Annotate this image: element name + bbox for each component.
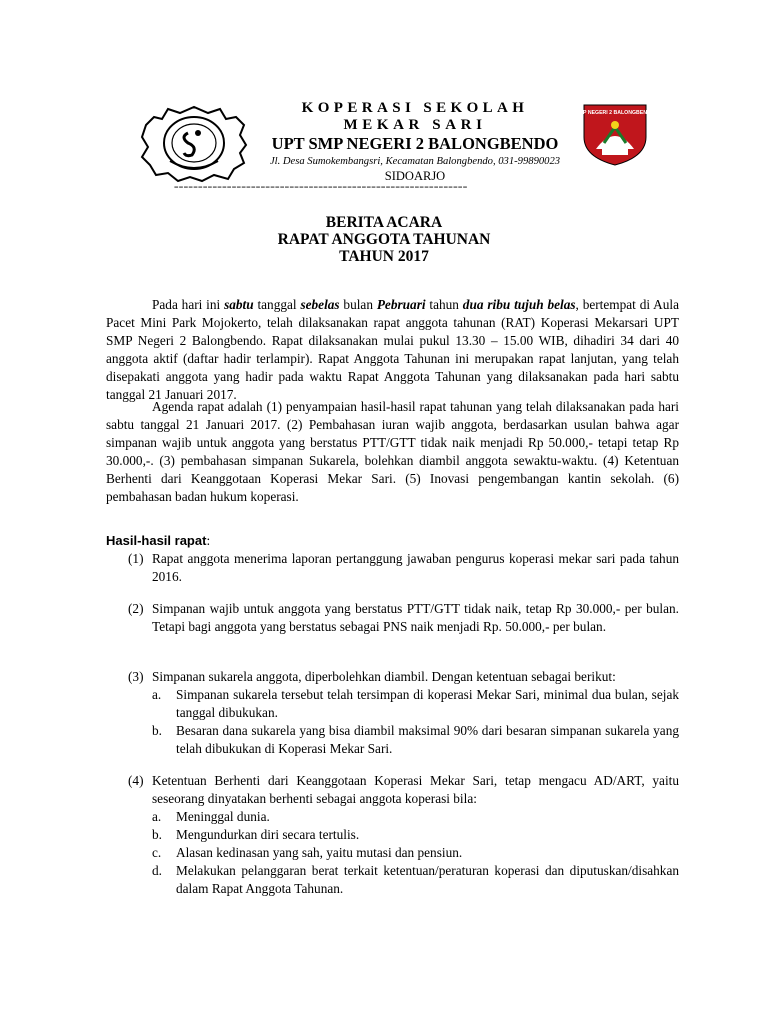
subitem-letter: a. <box>152 687 162 702</box>
subitem-text: Melakukan pelanggaran berat terkait ketentuan/peraturan koperasi dan diputuskan/disahkan dalam Rapat Anggota Tahunan. <box>176 863 679 896</box>
koperasi-logo-icon <box>140 103 248 183</box>
result-item <box>106 772 679 898</box>
title-line3: TAHUN 2017 <box>339 248 429 265</box>
result-item <box>106 668 679 758</box>
result-item-text: Simpanan wajib untuk anggota yang berstatus PTT/GTT tidak naik, tetap Rp 30.000,- per bulan. Tetapi bagi anggota yang berstatus sebagai PNS naik menjadi Rp. 50.000,- per bulan. <box>152 601 679 634</box>
school-name: UPT SMP NEGERI 2 BALONGBENDO <box>271 134 559 153</box>
letterhead-address: Jl. Desa Sumokembangsri, Kecamatan Balongbendo, 031-99890023 <box>269 156 561 167</box>
result-subitem <box>152 826 679 844</box>
letterhead-city: SIDOARJO <box>384 169 446 183</box>
subitem-letter: a. <box>152 809 162 824</box>
result-subitem <box>152 722 679 758</box>
agenda-paragraph: Agenda rapat adalah (1) penyampaian hasil-hasil rapat tahunan yang telah dilaksanakan pada hari sabtu tanggal 21 Januari 2017. (2) Pembahasan iuran wajib anggota, berdasarkan usulan bahwa agar simpanan wajib untuk anggota yang berstatus PTT/GTT tidak naik menjadi Rp 50.000,- tetapi tetap Rp 30.000,-. (3) pembahasan simpanan Sukarela, bolehkan diambil anggota sewaktu-waktu. (4) Ketentuan Berhenti dari Keanggotaan Koperasi Mekar Sari. (5) Inovasi pengembangan kantin sekolah. (6) pembahasan badan hukum koperasi. <box>106 399 679 504</box>
results-heading-colon: : <box>206 533 211 548</box>
school-logo-icon <box>575 103 655 167</box>
subitem-letter: d. <box>152 863 162 878</box>
result-subitem <box>152 808 679 826</box>
result-item-text: Simpanan sukarela anggota, diperbolehkan diambil. Dengan ketentuan sebagai berikut: <box>152 669 616 684</box>
para1-year: dua ribu tujuh belas <box>462 297 576 312</box>
letterhead-divider: ============================================================= <box>174 183 468 192</box>
subitem-text: Mengundurkan diri secara tertulis. <box>176 827 360 842</box>
para1-text: tanggal <box>253 297 301 312</box>
para1-text: , bertempat di Aula Pacet Mini Park Mojokerto, telah dilaksanakan rapat anggota tahunan (RAT) Koperasi Mekarsari UPT SMP Negeri 2 Balongbendo. Rapat dilaksanakan mulai pukul 13.30 – 15.00 WIB, dihadiri 34 dari 40 anggota aktif (daftar hadir terlampir). Rapat Anggota Tahunan ini merupakan rapat lanjutan, yang telah disepakati anggota yang hadir pada waktu Rapat Anggota Tahunan yang dilaksanakan pada hari sabtu tanggal 21 Januari 2017. <box>106 297 679 402</box>
letterhead <box>250 100 580 184</box>
para1-date: sebelas <box>300 297 340 312</box>
result-item <box>106 550 679 586</box>
para1-text: bulan <box>339 297 377 312</box>
subitem-text: Simpanan sukarela tersebut telah tersimpan di koperasi Mekar Sari, minimal dua bulan, sejak tanggal dibukukan. <box>176 687 679 720</box>
title-line2: RAPAT ANGGOTA TAHUNAN <box>277 231 491 248</box>
result-item-number: (4) <box>128 773 144 788</box>
subitem-letter: c. <box>152 845 162 860</box>
subitem-text: Meninggal dunia. <box>176 809 270 824</box>
result-item-number: (1) <box>128 551 144 566</box>
para1-day: sabtu <box>224 297 254 312</box>
subitem-text: Besaran dana sukarela yang bisa diambil maksimal 90% dari besaran simpanan sukarela yang telah dibukukan di Koperasi Mekar Sari. <box>176 723 679 756</box>
result-item-number: (3) <box>128 669 144 684</box>
letterhead-line1: KOPERASI SEKOLAH <box>301 100 529 116</box>
para1-month: Pebruari <box>376 297 426 312</box>
document-title <box>0 214 768 265</box>
result-item-number: (2) <box>128 601 144 616</box>
result-item-text: Rapat anggota menerima laporan pertanggung jawaban pengurus koperasi mekar sari pada tahun 2016. <box>152 551 679 584</box>
result-subitem <box>152 686 679 722</box>
result-item <box>106 600 679 636</box>
result-subitem <box>152 844 679 862</box>
results-heading-label: Hasil-hasil rapat <box>106 533 207 548</box>
subitem-letter: b. <box>152 723 162 738</box>
para1-text: tahun <box>425 297 463 312</box>
results-heading <box>106 532 210 550</box>
para1-text: Pada hari ini <box>152 297 225 312</box>
letterhead-line2: MEKAR SARI <box>343 117 487 133</box>
result-subitem <box>152 862 679 898</box>
title-line1: BERITA ACARA <box>325 214 443 231</box>
subitem-letter: b. <box>152 827 162 842</box>
result-item-text: Ketentuan Berhenti dari Keanggotaan Koperasi Mekar Sari, tetap mengacu AD/ART, yaitu seseorang dinyatakan berhenti sebagai anggota koperasi bila: <box>152 773 679 806</box>
opening-paragraph <box>106 296 679 404</box>
subitem-text: Alasan kedinasan yang sah, yaitu mutasi dan pensiun. <box>176 845 463 860</box>
school-logo-text: SMP NEGERI 2 BALONGBENDO <box>575 110 655 116</box>
